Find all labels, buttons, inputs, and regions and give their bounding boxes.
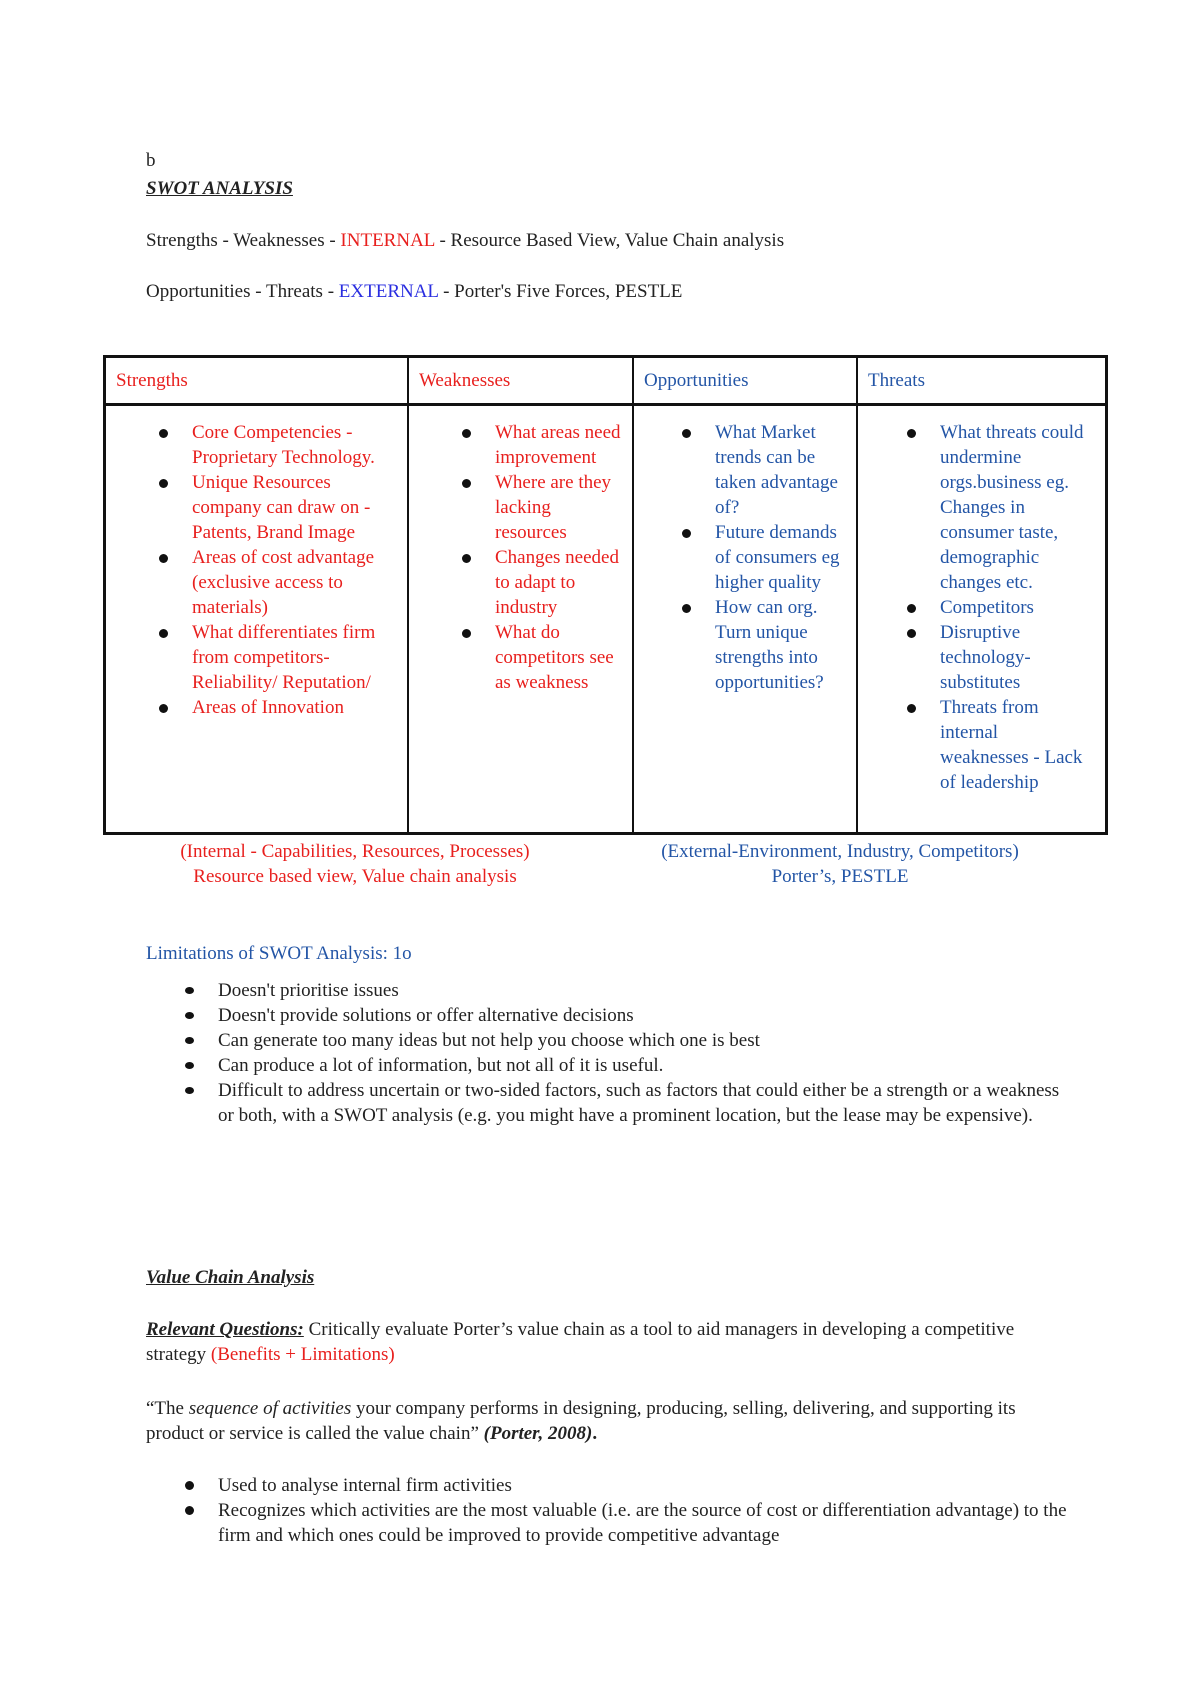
quote-rest: your company performs in designing, producing, selling, delivering, and supporting its product or service is called the value chain”	[146, 1398, 1016, 1444]
internal-caption	[120, 839, 590, 889]
weaknesses-cell	[409, 406, 634, 832]
strengths-item: Areas of Innovation	[192, 695, 382, 720]
strengths-item: Unique Resources company can draw on - Patents, Brand Image	[192, 470, 382, 545]
weaknesses-item: Changes needed to adapt to industry	[495, 545, 623, 620]
threats-cell	[858, 406, 1105, 832]
value-chain-item: Recognizes which activities are the most valuable (i.e. are the source of cost or differentiation advantage) to the firm and which ones could be improved to provide competitive advantage	[218, 1498, 1078, 1548]
quote-italic: sequence of activities	[188, 1398, 352, 1419]
quote-open: “The	[146, 1398, 189, 1419]
line2-part2: - Porter's Five Forces, PESTLE	[438, 281, 683, 302]
external-caption-line1: (External-Environment, Industry, Competitors)	[661, 841, 1019, 862]
line1-part2: - Resource Based View, Value Chain analysis	[434, 230, 785, 251]
opportunities-item: How can org. Turn unique strengths into opportunities?	[715, 595, 850, 695]
weaknesses-item: What do competitors see as weakness	[495, 620, 623, 695]
b-label: b	[146, 150, 156, 171]
header-weaknesses: Weaknesses	[409, 358, 634, 406]
opportunities-cell	[634, 406, 858, 832]
value-chain-list	[218, 1473, 1078, 1548]
header-strengths: Strengths	[106, 358, 409, 406]
limitation-item: Can generate too many ideas but not help you choose which one is best	[218, 1028, 1078, 1053]
swot-external-line	[146, 279, 682, 304]
limitation-item: Doesn't provide solutions or offer alternative decisions	[218, 1003, 1078, 1028]
value-chain-item: Used to analyse internal firm activities	[218, 1473, 1078, 1498]
value-chain-title: Value Chain Analysis	[146, 1267, 315, 1288]
line2-part1: Opportunities - Threats -	[146, 281, 339, 302]
relevant-questions-text: Critically evaluate Porter’s value chain as a tool to aid managers in developing a competitive strategy	[146, 1319, 1015, 1365]
strengths-cell	[106, 406, 409, 832]
threats-item: Competitors	[940, 595, 1090, 620]
threats-item: Threats from internal weaknesses - Lack of leadership	[940, 695, 1090, 795]
header-threats: Threats	[858, 358, 1105, 406]
benefits-limitations: (Benefits + Limitations)	[210, 1344, 395, 1365]
strengths-item: What differentiates firm from competitors- Reliability/ Reputation/	[192, 620, 382, 695]
weaknesses-item: Where are they lacking resources	[495, 470, 623, 545]
external-label: EXTERNAL	[338, 281, 439, 302]
limitations-heading: Limitations of SWOT Analysis: 1o	[146, 943, 412, 964]
limitation-item: Can produce a lot of information, but not all of it is useful.	[218, 1053, 1078, 1078]
limitations-list	[218, 978, 1078, 1128]
quote-citation: (Porter, 2008)	[483, 1423, 593, 1444]
swot-table	[103, 355, 1108, 835]
internal-caption-line1: (Internal - Capabilities, Resources, Processes)	[180, 841, 530, 862]
internal-label: INTERNAL	[340, 230, 435, 251]
strengths-item: Core Competencies - Proprietary Technology.	[192, 420, 382, 470]
swot-internal-line	[146, 228, 784, 253]
weaknesses-item: What areas need improvement	[495, 420, 623, 470]
relevant-questions-label: Relevant Questions:	[146, 1319, 304, 1340]
limitation-item: Doesn't prioritise issues	[218, 978, 1078, 1003]
header-opportunities: Opportunities	[634, 358, 858, 406]
internal-caption-line2: Resource based view, Value chain analysis	[193, 866, 517, 887]
line1-part1: Strengths - Weaknesses -	[146, 230, 341, 251]
relevant-questions	[146, 1317, 1076, 1367]
swot-title: SWOT ANALYSIS	[146, 178, 293, 199]
external-caption	[610, 839, 1070, 889]
threats-item: Disruptive technology- substitutes	[940, 620, 1090, 695]
quote-end: .	[592, 1423, 598, 1444]
opportunities-item: Future demands of consumers eg higher quality	[715, 520, 850, 595]
external-caption-line2: Porter’s, PESTLE	[771, 866, 909, 887]
limitation-item: Difficult to address uncertain or two-sided factors, such as factors that could either be a strength or a weakness or both, with a SWOT analysis (e.g. you might have a prominent location, but the lease may be expensive).	[218, 1078, 1078, 1128]
threats-item: What threats could undermine orgs.business eg. Changes in consumer taste, demographic changes etc.	[940, 420, 1090, 595]
strengths-item: Areas of cost advantage (exclusive access to materials)	[192, 545, 382, 620]
porter-quote	[146, 1396, 1076, 1446]
opportunities-item: What Market trends can be taken advantage of?	[715, 420, 850, 520]
